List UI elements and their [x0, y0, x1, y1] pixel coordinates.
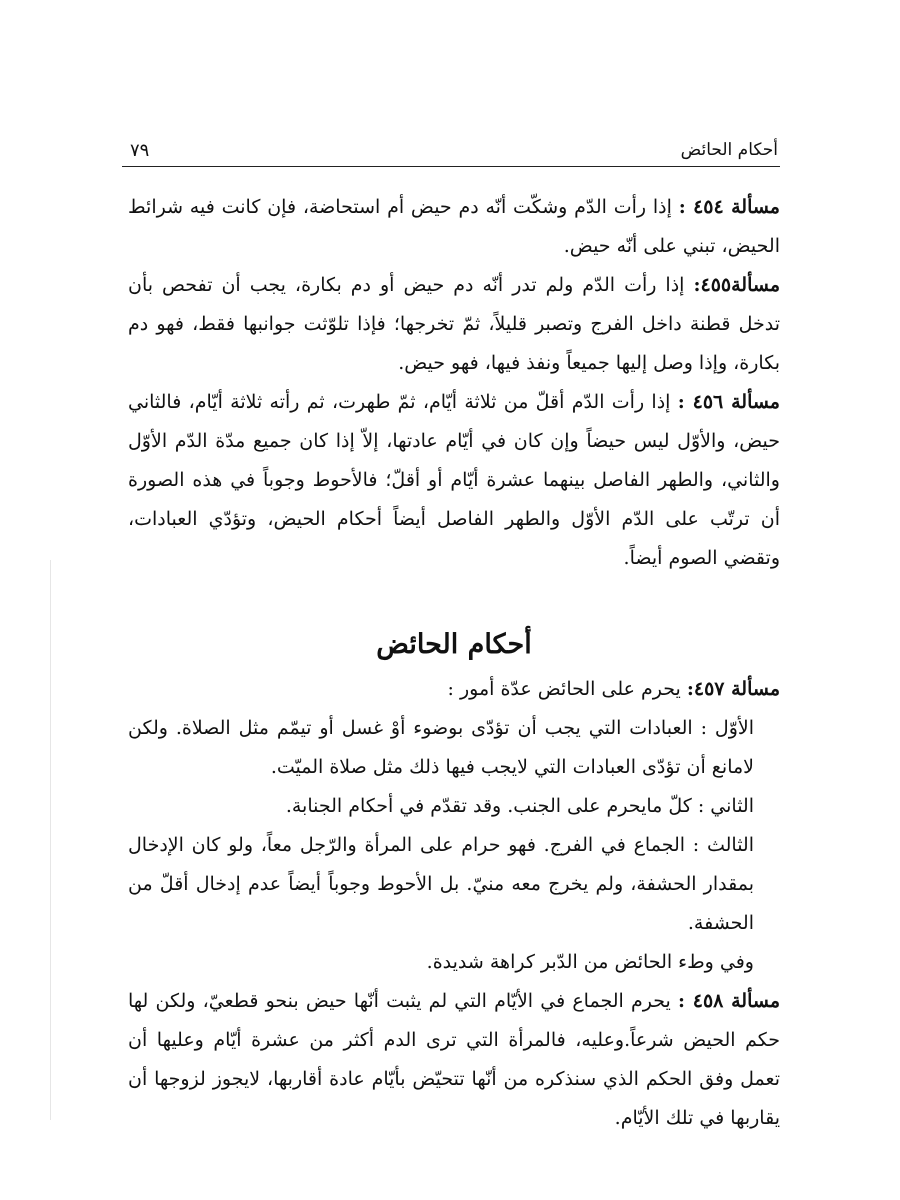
issue-455-text: إذا رأت الدّم ولم تدر أنّه دم حيض أو دم بكارة، يجب أن تفحص بأن تدخل قطنة داخل الفرج وتصبر قليلاً، ثمّ تخرجها؛ فإذا تلوّثت جوانبها فقط، فهو دم بكارة، وإذا وصل إليها جميعاً ونفذ فيها، فهو حيض.	[128, 274, 780, 374]
section-spacer	[128, 578, 780, 622]
scan-margin-line	[50, 560, 51, 1120]
section-heading: أحكام الحائض	[376, 629, 532, 660]
issue-457-item-2: الثاني : كلّ مايحرم على الجنب. وقد تقدّم في أحكام الجنابة.	[285, 795, 754, 817]
issue-456-label: مسألة ٤٥٦ :	[677, 391, 780, 413]
issue-457	[128, 670, 780, 709]
page-body	[128, 188, 780, 1138]
issue-457-item-3: الثالث : الجماع في الفرج. فهو حرام على المرأة والرّجل معاً، ولو كان الإدخال بمقدار الحشفة، ولم يخرج معه منيّ. بل الأحوط وجوباً أيضاً عدم إدخال أقلّ من الحشفة.	[128, 834, 755, 934]
issue-454-text: إذا رأت الدّم وشكّت أنّه دم حيض أم استحاضة، فإن كانت فيه شرائط الحيض، تبني على أنّه حيض.	[128, 196, 780, 257]
page-number: ٧٩	[130, 140, 150, 161]
issue-457-item-1: الأوّل : العبادات التي يجب أن تؤدّى بوضوء أوْ غسل أو تيمّم مثل الصلاة. ولكن لامانع أن تؤدّى العبادات التي لايجب فيها ذلك مثل صلاة الميّت.	[128, 717, 754, 778]
issue-458-label: مسألة ٤٥٨ :	[677, 990, 781, 1012]
issue-454	[128, 188, 780, 266]
issue-457-label: مسألة ٤٥٧:	[686, 678, 780, 700]
issue-458-text: يحرم الجماع في الأيّام التي لم يثبت أنّها حيض بنحو قطعيّ، ولكن لها حكم الحيض شرعاً.وعليه، فالمرأة التي ترى الدم أكثر من عشرة أيّام وعليها أن تعمل وفق الحكم الذي سنذكره من أنّها تتحيّض بأيّام عادة أقاربها، لايجوز لزوجها أن يقاربها في تلك الأيّام.	[128, 990, 780, 1129]
issue-456	[128, 383, 780, 578]
running-header-title: أحكام الحائض	[680, 140, 778, 160]
issue-458	[128, 982, 780, 1138]
issue-456-text: إذا رأت الدّم أقلّ من ثلاثة أيّام، ثمّ طهرت، ثم رأته ثلاثة أيّام، فالثاني حيض، والأوّل ليس حيضاً وإن كان في أيّام عادتها، إلاّ إذا كان جميع مدّة الدّم الأوّل والثاني، والطهر الفاصل بينهما عشرة أيّام أو أقلّ؛ فالأحوط وجوباً في هذه الصورة أن ترتّب على الدّم الأوّل والطهر الفاصل أيضاً أحكام الحيض، وتؤدّي العبادات، وتقضي الصوم أيضاً.	[128, 391, 780, 569]
issue-455	[128, 266, 780, 383]
issue-454-label: مسألة ٤٥٤ :	[678, 196, 780, 218]
issue-457-item-4: وفي وطء الحائض من الدّبر كراهة شديدة.	[426, 951, 754, 973]
running-header	[122, 138, 780, 167]
issue-455-label: مسألة٤٥٥:	[693, 274, 781, 296]
issue-457-text: يحرم على الحائض عدّة أمور :	[447, 678, 681, 700]
